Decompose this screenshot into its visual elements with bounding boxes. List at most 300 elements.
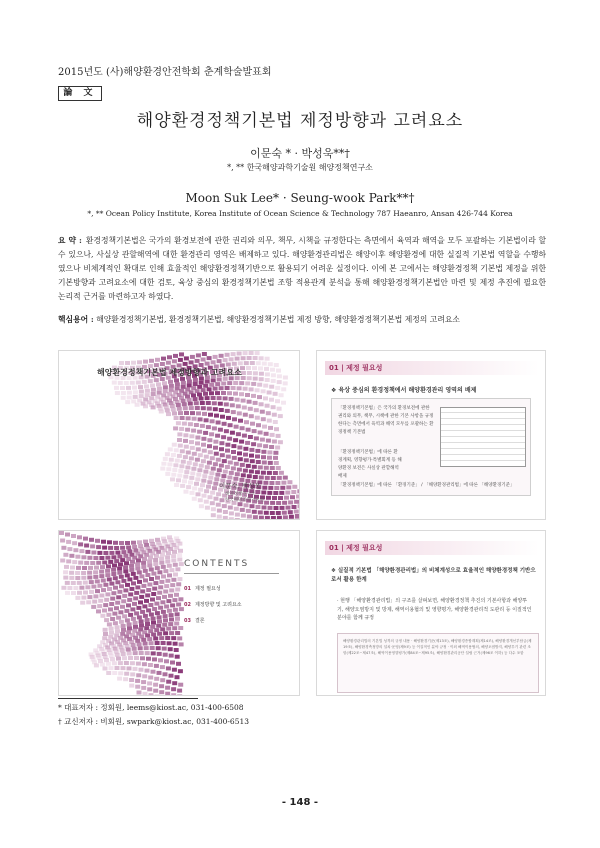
mosaic-tile xyxy=(78,542,83,546)
mosaic-tile xyxy=(171,408,176,412)
mosaic-tile xyxy=(118,381,123,385)
mosaic-tile xyxy=(284,496,289,500)
mosaic-tile xyxy=(227,391,232,395)
mosaic-tile xyxy=(266,439,271,443)
mosaic-tile xyxy=(147,637,152,641)
mosaic-tile xyxy=(217,359,222,363)
mosaic-tile xyxy=(161,641,166,645)
mosaic-tile xyxy=(283,476,288,480)
mosaic-tile xyxy=(137,540,142,544)
mosaic-tile xyxy=(75,555,80,559)
mosaic-tile xyxy=(191,393,196,397)
mosaic-tile xyxy=(93,594,98,598)
mosaic-tile xyxy=(176,478,181,482)
mosaic-tile xyxy=(142,674,147,678)
mosaic-tile xyxy=(217,468,222,472)
mosaic-tile xyxy=(202,474,207,478)
mosaic-tile xyxy=(161,575,166,579)
mosaic-tile xyxy=(215,434,220,438)
mosaic-tile xyxy=(244,361,249,365)
mosaic-tile xyxy=(205,380,210,384)
mosaic-tile xyxy=(80,601,85,605)
mosaic-tile xyxy=(218,428,223,432)
mosaic-tile xyxy=(135,639,140,643)
mosaic-tile xyxy=(103,583,108,587)
mosaic-tile xyxy=(233,392,238,396)
mosaic-tile xyxy=(109,551,114,555)
mosaic-tile xyxy=(160,600,165,604)
mosaic-tile xyxy=(177,577,182,581)
mosaic-tile xyxy=(81,596,86,600)
mosaic-tile xyxy=(249,351,254,355)
mosaic-tile xyxy=(228,461,233,465)
mosaic-tile xyxy=(280,486,285,490)
mosaic-tile xyxy=(201,459,206,463)
mosaic-tile xyxy=(175,567,180,571)
mosaic-tile xyxy=(246,428,251,432)
mosaic-tile xyxy=(144,646,149,650)
toc-label: 제정방향 및 고려요소 xyxy=(194,602,242,608)
mosaic-tile xyxy=(69,576,74,580)
mosaic-tile xyxy=(251,394,256,398)
mosaic-tile xyxy=(268,426,273,430)
mosaic-tile xyxy=(298,504,300,508)
mosaic-tile xyxy=(207,444,212,448)
mosaic-tile xyxy=(124,661,129,665)
mosaic-tile xyxy=(125,361,130,365)
mosaic-tile xyxy=(136,662,141,666)
mosaic-tile xyxy=(118,661,123,665)
mosaic-tile xyxy=(247,371,252,375)
mosaic-tile xyxy=(228,423,233,427)
mosaic-tile xyxy=(259,516,264,519)
mosaic-tile xyxy=(106,613,111,617)
mosaic-tile xyxy=(143,692,148,695)
mosaic-tile xyxy=(190,491,195,495)
mosaic-tile xyxy=(136,606,141,610)
mosaic-tile xyxy=(264,432,269,436)
mosaic-tile xyxy=(169,458,174,462)
mosaic-tile xyxy=(76,566,81,570)
keywords-label: 핵심용어 : xyxy=(58,315,94,324)
mosaic-tile xyxy=(203,392,208,396)
mosaic-tile xyxy=(115,666,120,670)
mosaic-tile xyxy=(255,351,260,355)
mosaic-tile xyxy=(195,441,200,445)
mosaic-tile xyxy=(106,671,111,675)
mosaic-tile xyxy=(114,606,119,610)
mosaic-tile xyxy=(112,381,117,385)
mosaic-tile xyxy=(183,455,188,459)
mosaic-tile xyxy=(213,482,218,486)
mosaic-tile xyxy=(152,587,157,591)
mosaic-tile xyxy=(175,612,180,616)
mosaic-tile xyxy=(192,452,197,456)
mosaic-tile xyxy=(155,566,160,570)
mosaic-tile xyxy=(253,401,258,405)
mosaic-tile xyxy=(168,380,173,384)
mosaic-tile xyxy=(187,461,192,465)
mosaic-tile xyxy=(175,459,180,463)
mosaic-tile xyxy=(213,440,218,444)
mosaic-tile xyxy=(152,607,157,611)
mosaic-tile xyxy=(206,485,211,489)
mosaic-tile xyxy=(201,406,206,410)
mosaic-tile xyxy=(177,542,182,546)
mosaic-tile xyxy=(277,476,282,480)
mosaic-tile xyxy=(238,361,243,365)
mosaic-tile xyxy=(147,583,152,587)
mosaic-tile xyxy=(272,496,277,500)
mosaic-tile xyxy=(184,490,189,494)
mosaic-tile xyxy=(249,387,254,391)
mosaic-tile xyxy=(167,609,172,613)
mosaic-tile xyxy=(167,641,172,645)
mosaic-tile xyxy=(213,462,218,466)
mosaic-tile xyxy=(249,448,254,452)
mosaic-tile xyxy=(273,451,278,455)
mosaic-tile xyxy=(224,402,229,406)
mosaic-tile xyxy=(232,362,237,366)
mosaic-tile xyxy=(167,573,172,577)
mosaic-tile xyxy=(94,663,99,667)
mosaic-tile xyxy=(163,614,168,618)
conference-header: 2015년도 (사)해양환경안전학회 춘계학술발표회 xyxy=(58,67,272,78)
mosaic-tile xyxy=(142,662,147,666)
mosaic-tile xyxy=(201,479,206,483)
mosaic-tile xyxy=(151,592,156,596)
mosaic-tile xyxy=(179,427,184,431)
mosaic-tile xyxy=(141,561,146,565)
mosaic-tile xyxy=(181,460,186,464)
mosaic-tile xyxy=(117,677,122,681)
mosaic-tile xyxy=(95,539,100,543)
mosaic-tile xyxy=(237,451,242,455)
mosaic-tile xyxy=(222,459,227,463)
mosaic-tile xyxy=(182,422,187,426)
mosaic-tile xyxy=(111,555,116,559)
mosaic-tile xyxy=(273,420,278,424)
mosaic-tile xyxy=(239,440,244,444)
mosaic-tile xyxy=(199,464,204,468)
mosaic-tile xyxy=(214,497,219,501)
mosaic-tile xyxy=(288,510,293,514)
mosaic-tile xyxy=(193,382,198,386)
mosaic-tile xyxy=(223,470,228,474)
mosaic-tile xyxy=(196,473,201,477)
mosaic-tile xyxy=(278,496,283,500)
mosaic-tile xyxy=(235,357,240,361)
mosaic-tile xyxy=(113,621,118,625)
mosaic-tile xyxy=(220,415,225,419)
mosaic-tile xyxy=(288,500,293,504)
mosaic-tile xyxy=(136,673,141,677)
mosaic-tile xyxy=(84,561,89,565)
mosaic-tile xyxy=(121,391,126,395)
mosaic-tile xyxy=(247,515,252,519)
mosaic-tile xyxy=(275,481,280,485)
mosaic-tile xyxy=(170,661,175,665)
mosaic-tile xyxy=(256,361,261,365)
mosaic-tile xyxy=(265,372,270,376)
mosaic-tile xyxy=(147,559,152,563)
mosaic-tile xyxy=(89,590,94,594)
mosaic-tile xyxy=(181,399,186,403)
mosaic-tile xyxy=(286,506,291,510)
mosaic-tile xyxy=(276,434,281,438)
mosaic-tile xyxy=(198,417,203,421)
slide-section-header: 01 | 제정 필요성 xyxy=(325,541,539,555)
mosaic-tile xyxy=(247,356,252,360)
mosaic-tile xyxy=(227,437,232,441)
mosaic-tile xyxy=(165,408,170,412)
mosaic-tile xyxy=(269,398,274,402)
mosaic-tile xyxy=(188,402,193,406)
mosaic-tile xyxy=(270,466,275,470)
mosaic-tile xyxy=(155,641,160,645)
mosaic-tile xyxy=(96,609,101,613)
toc-label: 결론 xyxy=(194,618,205,624)
mosaic-tile xyxy=(154,677,159,681)
mosaic-tile xyxy=(260,438,265,442)
mosaic-tile xyxy=(138,600,143,604)
mosaic-tile xyxy=(145,573,150,577)
mosaic-tile xyxy=(91,585,96,589)
mosaic-tile xyxy=(139,651,144,655)
mosaic-tile xyxy=(289,515,294,519)
mosaic-tile xyxy=(124,381,129,385)
mosaic-tile xyxy=(59,531,64,535)
mosaic-tile xyxy=(165,555,170,559)
paper-type-tag: 論 文 xyxy=(58,86,102,101)
mosaic-tile xyxy=(72,541,77,545)
mosaic-tile xyxy=(61,546,66,550)
mosaic-tile xyxy=(69,554,74,558)
mosaic-tile xyxy=(84,544,89,548)
toc-num: 01 xyxy=(184,586,191,592)
mosaic-tile xyxy=(175,617,180,621)
mosaic-tile xyxy=(269,385,274,389)
mosaic-tile xyxy=(109,602,114,606)
mosaic-tile xyxy=(239,392,244,396)
paper-title: 해양환경정책기본법 제정방향과 고려요소 xyxy=(136,111,464,131)
mosaic-tile xyxy=(283,515,288,519)
mosaic-tile xyxy=(207,356,212,360)
mosaic-tile xyxy=(156,624,161,628)
mosaic-tile xyxy=(285,491,290,495)
mosaic-tile xyxy=(79,549,84,553)
mosaic-tile xyxy=(147,687,152,691)
mosaic-tile xyxy=(144,599,149,603)
mosaic-tile xyxy=(213,387,218,391)
mosaic-tile xyxy=(209,391,214,395)
mosaic-tile xyxy=(100,565,105,569)
mosaic-tile xyxy=(119,584,124,588)
footnote-lead-author: * 대표저자 : 정회원, leems@kiost.ac, 031-400-6508 xyxy=(58,703,244,712)
mosaic-tile xyxy=(237,446,242,450)
mosaic-tile xyxy=(259,402,264,406)
mosaic-tile xyxy=(171,558,176,562)
mosaic-tile xyxy=(194,423,199,427)
mosaic-tile xyxy=(175,386,180,390)
slide-footer-text: 「환경정책기본법」에 따른 「환경기준」 / 「해양환경관리법」에 따른 「해양환경기준」 xyxy=(338,483,515,488)
mosaic-tile xyxy=(174,593,179,597)
mosaic-tile xyxy=(85,585,90,589)
mosaic-tile xyxy=(265,404,270,408)
mosaic-tile xyxy=(277,374,282,378)
mosaic-tile xyxy=(219,447,224,451)
mosaic-tile xyxy=(193,397,198,401)
mosaic-tile xyxy=(104,598,109,602)
mosaic-tile xyxy=(271,476,276,480)
mosaic-tile xyxy=(75,576,80,580)
mosaic-tile xyxy=(200,483,205,487)
mosaic-tile xyxy=(204,500,209,504)
mosaic-tile xyxy=(154,378,159,382)
mosaic-tile xyxy=(216,492,221,496)
mosaic-tile xyxy=(171,473,176,477)
mosaic-tile xyxy=(109,627,114,631)
mosaic-tile xyxy=(111,568,116,572)
mosaic-tile xyxy=(168,447,173,451)
mosaic-tile xyxy=(247,400,252,404)
mosaic-tile xyxy=(169,588,174,592)
mosaic-tile xyxy=(264,501,269,505)
mosaic-tile xyxy=(170,477,175,481)
mosaic-tile xyxy=(137,360,142,364)
mosaic-tile xyxy=(216,458,221,462)
mosaic-tile xyxy=(276,466,281,470)
mosaic-tile xyxy=(183,362,188,366)
mosaic-tile xyxy=(199,397,204,401)
mosaic-tile xyxy=(211,396,216,400)
mosaic-tile xyxy=(137,580,142,584)
mosaic-tile xyxy=(199,504,204,508)
mosaic-tile xyxy=(256,423,261,427)
mosaic-tile xyxy=(128,592,133,596)
mosaic-tile xyxy=(259,356,264,360)
mosaic-tile xyxy=(126,386,131,390)
mosaic-tile xyxy=(198,453,203,457)
mosaic-tile xyxy=(207,438,212,442)
mosaic-tile xyxy=(123,677,128,681)
mosaic-tile xyxy=(124,672,129,676)
mosaic-tile xyxy=(133,667,138,671)
mosaic-tile xyxy=(202,449,207,453)
mosaic-tile xyxy=(133,651,138,655)
mosaic-tile xyxy=(211,513,216,517)
mosaic-tile xyxy=(112,671,117,675)
mosaic-tile xyxy=(176,582,181,586)
mosaic-tile xyxy=(275,446,280,450)
mosaic-tile xyxy=(97,584,102,588)
mosaic-tile xyxy=(218,402,223,406)
mosaic-tile xyxy=(99,574,104,578)
mosaic-tile xyxy=(205,362,210,366)
mosaic-tile xyxy=(166,467,171,471)
mosaic-tile xyxy=(172,681,177,685)
mosaic-tile xyxy=(222,422,227,426)
mosaic-tile xyxy=(133,625,138,629)
mosaic-tile xyxy=(177,454,182,458)
mosaic-tile xyxy=(178,411,183,415)
mosaic-tile xyxy=(263,481,268,485)
mosaic-tile xyxy=(274,486,279,490)
mosaic-tile xyxy=(86,600,91,604)
mosaic-tile xyxy=(172,626,177,630)
mosaic-tile xyxy=(94,566,99,570)
slide-text-1: 「환경정책기본법」은 국가의 환경보전에 관한 권리와 의무, 책무, 시책에 관한 기본 사항을 규정한다는 측면에서 육역과 해역 모두를 포괄하는 환경정책 기본법 xyxy=(338,406,434,435)
mosaic-tile xyxy=(280,506,285,510)
slide-text-2: 「환경정책기본법」에 따른 환경계획, 영향평가·특별회계 등 해양환경 보전은 사실상 관할해역 배제 xyxy=(338,450,402,479)
mosaic-tile xyxy=(209,432,214,436)
mosaic-tile xyxy=(274,461,279,465)
mosaic-tile xyxy=(153,581,158,585)
mosaic-tile xyxy=(292,485,297,489)
mosaic-tile xyxy=(61,586,66,590)
mosaic-tile xyxy=(65,533,70,537)
mosaic-tile xyxy=(136,381,141,385)
mosaic-tile xyxy=(203,431,208,435)
mosaic-tile xyxy=(231,410,236,414)
mosaic-tile xyxy=(178,358,183,362)
mosaic-tile xyxy=(129,684,134,688)
mosaic-tile xyxy=(242,434,247,438)
mosaic-tile xyxy=(219,386,224,390)
mosaic-tile xyxy=(175,675,180,679)
mosaic-tile xyxy=(123,565,128,569)
mosaic-tile xyxy=(131,581,136,585)
mosaic-tile xyxy=(165,452,170,456)
mosaic-tile xyxy=(262,362,267,366)
mosaic-tile xyxy=(235,513,240,517)
mosaic-tile xyxy=(245,393,250,397)
mosaic-tile xyxy=(232,417,237,421)
mosaic-tile xyxy=(214,452,219,456)
mosaic-tile xyxy=(60,559,65,563)
mosaic-tile xyxy=(63,553,68,557)
mosaic-tile xyxy=(234,507,239,511)
mosaic-tile xyxy=(239,381,244,385)
mosaic-tile xyxy=(149,613,154,617)
mosaic-tile xyxy=(173,563,178,567)
mosaic-tile xyxy=(172,412,177,416)
mosaic-tile xyxy=(132,602,137,606)
mosaic-tile xyxy=(116,657,121,661)
mosaic-tile xyxy=(172,443,177,447)
mosaic-tile xyxy=(180,416,185,420)
mosaic-tile xyxy=(154,664,159,668)
mosaic-tile xyxy=(253,515,258,519)
mosaic-tile xyxy=(297,489,299,493)
mosaic-tile xyxy=(176,421,181,425)
mosaic-tile xyxy=(141,565,146,569)
mosaic-tile xyxy=(229,471,234,475)
mosaic-tile xyxy=(139,668,144,672)
mosaic-tile xyxy=(127,626,132,630)
mosaic-tile xyxy=(240,463,245,467)
mosaic-tile xyxy=(153,637,158,641)
mosaic-tile xyxy=(253,475,258,479)
mosaic-tile xyxy=(209,471,214,475)
mosaic-tile xyxy=(176,603,181,607)
mosaic-tile xyxy=(112,661,117,665)
mosaic-tile xyxy=(77,581,82,585)
mosaic-tile xyxy=(117,590,122,594)
mosaic-tile xyxy=(217,509,222,513)
mosaic-tile xyxy=(235,472,240,476)
mosaic-tile xyxy=(115,653,120,657)
